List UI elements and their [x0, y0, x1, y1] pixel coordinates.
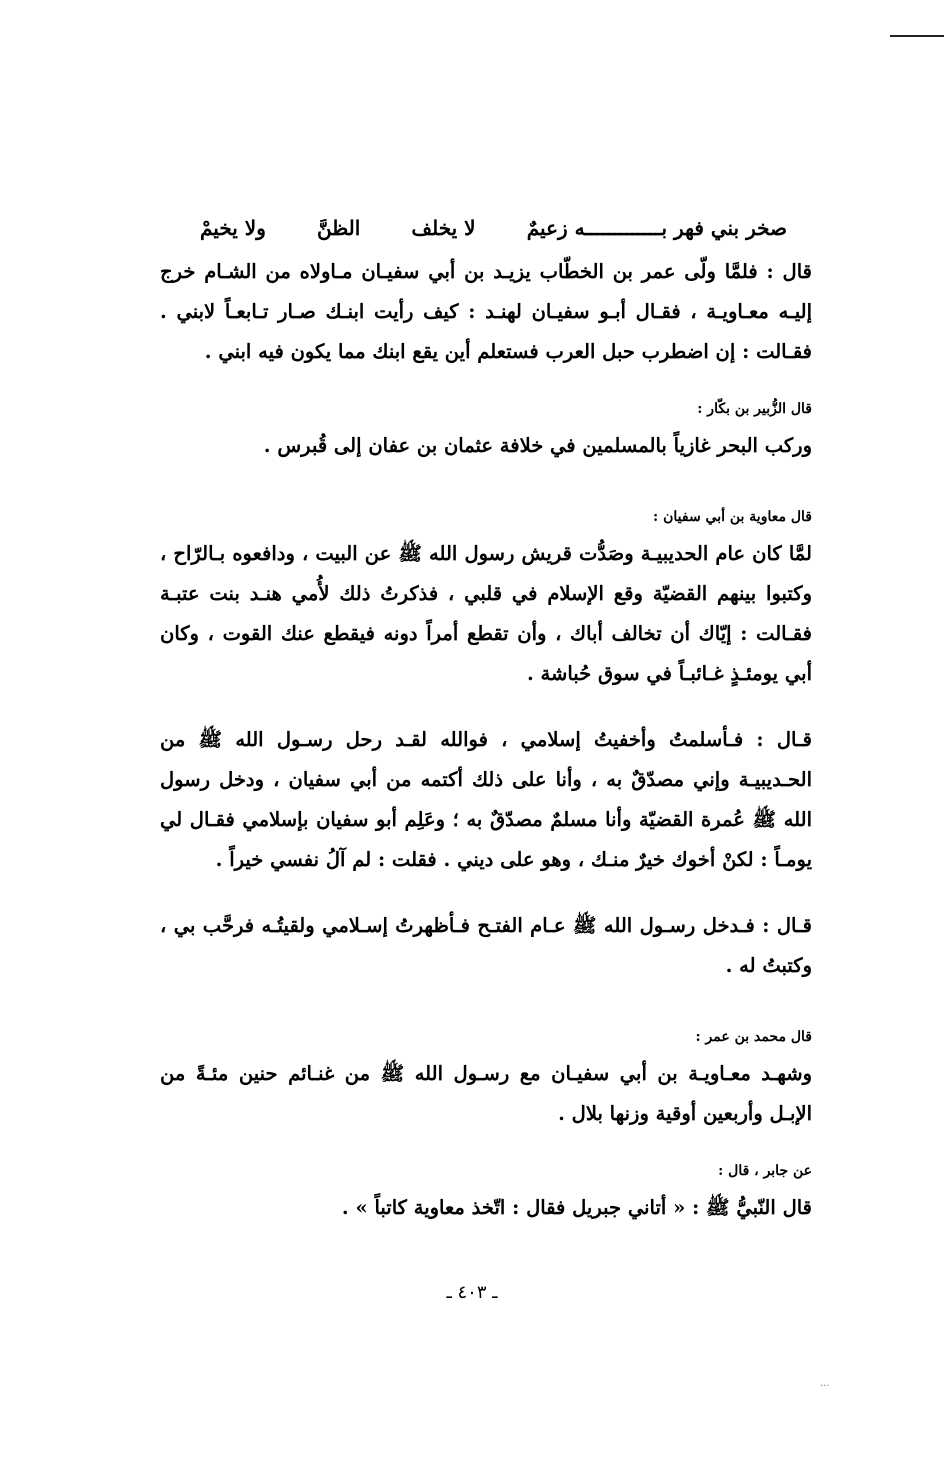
top-rule — [890, 35, 944, 37]
verse-hemistich-2: لا يخلف — [411, 216, 476, 240]
heading-jabir: عن جابر ، قال : — [718, 1163, 812, 1179]
heading-muawiya: قال معاوية بن أبي سفيان : — [653, 509, 812, 525]
page-body — [160, 216, 812, 1228]
verse-hemistich-3: الظنَّ — [317, 216, 361, 240]
verse-hemistich-4: ولا يخيمْ — [200, 216, 266, 240]
paragraph-5: قـال : فـدخل رسـول الله ﷺ عـام الفتـح فـأظهرتُ إسـلامي ولقيتُـه فرحَّب بي ، وكتبتُ له . — [160, 914, 812, 977]
paragraph-2: وركب البحر غازياً بالمسلمين في خلافة عثمان بن عفان إلى قُبرس . — [263, 434, 812, 457]
heading-zubair: قال الزُّبير بن بكّار : — [697, 401, 812, 417]
paragraph-6: وشهـد معـاويـة بن أبي سفيـان مع رسـول الله ﷺ من غنـائم حنين مئـةً من الإبـل وأربعين أوقية وزنها بلال . — [160, 1062, 812, 1125]
paragraph-1: قال : فلمَّا ولّى عمر بن الخطّاب يزيـد بن أبي سفيـان مـاولاه من الشـام خرج إليـه معـاويـة ، فقـال أبـو سفيـان لهنـد : كيف رأيت ابنـك صـار تـابعـاً لابني . فقـالت : إن اضطرب حبل العرب فستعلم أين يقع ابنك مما يكون فيه ابني . — [160, 260, 812, 363]
page-number: ـ ٤٠٣ ـ — [446, 1282, 498, 1303]
verse-hemistich-1: صخر بني فهر بـــــــــــــه زعيمٌ — [526, 216, 787, 240]
heading-muhammad: قال محمد بن عمر : — [695, 1029, 812, 1045]
poem-verse — [160, 216, 812, 240]
paragraph-7: قال النّبيُّ ﷺ : « أتاني جبريل فقال : اتّخذ معاوية كاتباً » . — [341, 1196, 812, 1219]
corner-mark: ... — [820, 1378, 830, 1389]
paragraph-3: لمَّا كان عام الحديبيـة وصَدُّت قريش رسول الله ﷺ عن البيت ، ودافعوه بـالرّاح ، وكتبوا بينهم القضيّة وقع الإسلام في قلبي ، فذكرتُ ذلك لأُمي هنـد بنت عتبـة فقـالت : إيّاك أن تخالف أباك ، وأن تقطع أمراً دونه فيقطع عنك القوت ، وكان أبي يومئـذٍ غـائبـاً في سوق حُباشة . — [160, 542, 812, 685]
paragraph-4: قـال : فـأسلمتُ وأخفيتُ إسلامي ، فوالله لقـد رحل رسـول الله ﷺ من الحـديبيـة وإني مصدّقٌ به ، وأنا على ذلك أكتمه من أبي سفيان ، ودخل رسول الله ﷺ عُمرة القضيّة وأنا مسلمٌ مصدّقٌ به ؛ وعَلِم أبو سفيان بإسلامي فقـال لي يومـاً : لكنْ أخوك خيرٌ منـك ، وهو على ديني . فقلت : لم آلُ نفسي خيراً . — [160, 728, 812, 871]
